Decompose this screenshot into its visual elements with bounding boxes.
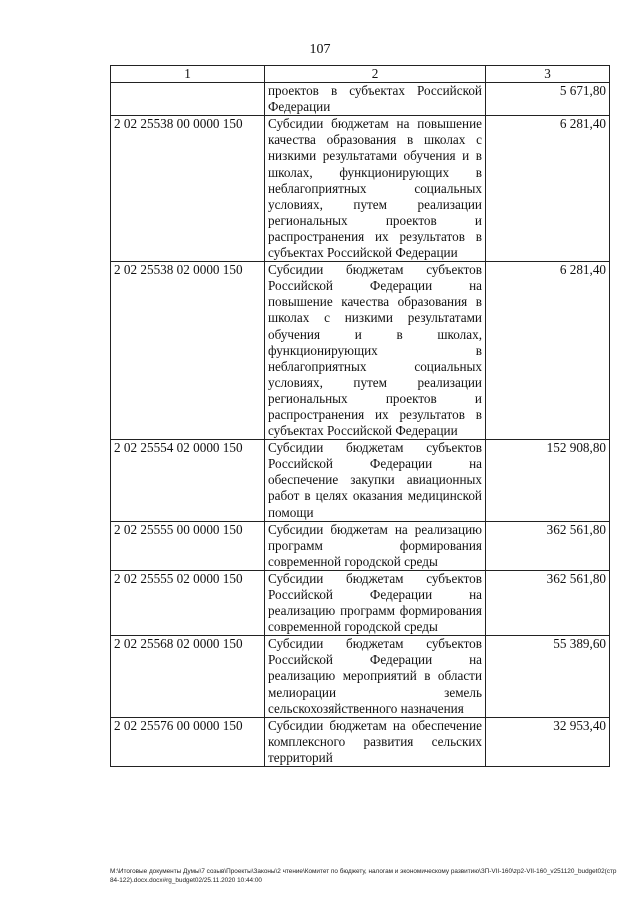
- table-row: [111, 262, 610, 440]
- budget-description: проектов в субъектах Российской Федерации: [265, 83, 486, 116]
- budget-description: Субсидии бюджетам субъектов Российской Федерации на реализацию мероприятий в области мелиорации земель сельскохозяйственного назначения: [265, 636, 486, 717]
- table-row: [111, 440, 610, 521]
- budget-code: 2 02 25555 00 0000 150: [111, 521, 265, 570]
- budget-amount: 362 561,80: [486, 521, 610, 570]
- document-path-footer: M:\Итоговые документы Думы\7 созыв\Проекты\Законы\2 чтение\Комитет по бюджету, налогам и экономическому развитию\ЗП-VII-160\zp2-VII-160_v251120_budget02(стр 84-122).docx.docx#rg_budget02/25.11.2020 10:44:00: [110, 868, 617, 884]
- budget-description: Субсидии бюджетам на реализацию программ формирования современной городской среды: [265, 521, 486, 570]
- budget-amount: 5 671,80: [486, 83, 610, 116]
- table-header-row: [111, 66, 610, 83]
- budget-description: Субсидии бюджетам субъектов Российской Федерации на повышение качества образования в школах с низкими результатами обучения и в школах, функционирующих в неблагоприятных социальных условиях, путем реализации региональных проектов и распространения их результатов в субъектах Российской Федерации: [265, 262, 486, 440]
- budget-amount: 6 281,40: [486, 262, 610, 440]
- budget-description: Субсидии бюджетам на повышение качества образования в школах с низкими результатами обучения и в школах, функционирующих в неблагоприятных социальных условиях, путем реализации региональных проектов и распространения их результатов в субъектах Российской Федерации: [265, 116, 486, 262]
- table-row: [111, 636, 610, 717]
- budget-table: [110, 65, 610, 767]
- budget-code: 2 02 25538 02 0000 150: [111, 262, 265, 440]
- column-header-3: 3: [486, 66, 610, 83]
- budget-amount: 55 389,60: [486, 636, 610, 717]
- table-row: [111, 570, 610, 635]
- budget-code: [111, 83, 265, 116]
- budget-code: 2 02 25555 02 0000 150: [111, 570, 265, 635]
- table-row: [111, 717, 610, 766]
- table-row: [111, 521, 610, 570]
- budget-code: 2 02 25576 00 0000 150: [111, 717, 265, 766]
- budget-description: Субсидии бюджетам на обеспечение комплексного развития сельских территорий: [265, 717, 486, 766]
- column-header-1: 1: [111, 66, 265, 83]
- column-header-2: 2: [265, 66, 486, 83]
- budget-description: Субсидии бюджетам субъектов Российской Федерации на обеспечение закупки авиационных работ в целях оказания медицинской помощи: [265, 440, 486, 521]
- table-row: [111, 116, 610, 262]
- budget-amount: 6 281,40: [486, 116, 610, 262]
- budget-amount: 362 561,80: [486, 570, 610, 635]
- budget-code: 2 02 25554 02 0000 150: [111, 440, 265, 521]
- budget-code: 2 02 25538 00 0000 150: [111, 116, 265, 262]
- budget-code: 2 02 25568 02 0000 150: [111, 636, 265, 717]
- page-number: 107: [309, 42, 331, 57]
- budget-description: Субсидии бюджетам субъектов Российской Федерации на реализацию программ формирования современной городской среды: [265, 570, 486, 635]
- budget-amount: 152 908,80: [486, 440, 610, 521]
- budget-amount: 32 953,40: [486, 717, 610, 766]
- table-row: [111, 83, 610, 116]
